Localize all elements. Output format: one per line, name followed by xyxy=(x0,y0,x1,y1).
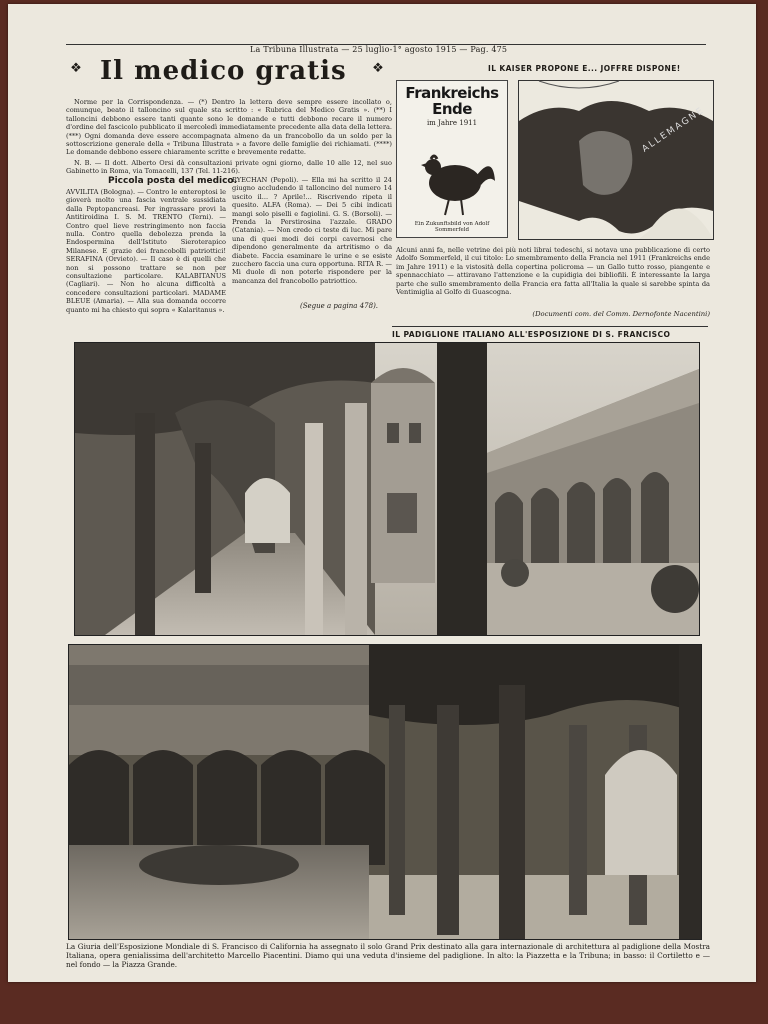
map-image xyxy=(518,80,714,240)
cover-title: Frankreichs Ende xyxy=(405,84,499,118)
section-subhead: Piccola posta del medico. xyxy=(108,176,238,186)
rules-paragraph: Norme per la Corrispondenza. — (*) Dentro la lettera deve sempre essere incollato o, comunque, beato il talloncino sul quale sta scritto : « Rubrica del Medico Gratis ». (**) I talloncini debbono essere tanti quante sono le domande e tutti debbono recare il numero d'ordine del fascicolo pubblicato il mercoledì immediatamente precedente alla data della lettera. (***) Ogni domanda deve essere accompagnata almeno da un francobollo da un soldo per la sottoscrizione generale della « Tribuna Illustrata » a favore delle famiglie dei richiamati. (****) Le domande debbono essere chiaramente scritte e brevemente redatte. xyxy=(66,98,392,157)
documents-credit: (Documenti com. del Comm. Dernofonte Nacentini) xyxy=(532,310,710,318)
nb-paragraph: N. B. — Il dott. Alberto Orsi dà consultazioni private ogni giorno, dalle 10 alle 12, nel suo Gabinetto in Roma, via Tomacelli, 137 (Tel. 11-216). xyxy=(66,158,392,176)
answers-column-right: RYECHAN (Pepoli). — Ella mi ha scritto il 24 giugno accludendo il talloncino del numero 14 uscito il... ? Aprile!... Riscrivendo ripeta il quesito. ALFA (Roma). — Dei 5 cibi indicati mangi solo piselli e fagiolini. G. S. (Borsoli). — Prenda la Perstirosina l'azzale. GRADO (Catania). — Non credo ci teste di luc. Mi pare una di quei modi dei corpi cavernosi che dipendono generalmente da artritismo o da diabete. Faccia esaminare le urine e se esiste zucchero faccia una cura opportuna. RITA R. — Mi duole di non poterle rispondere per la mancanza del francobollo patriottico. xyxy=(232,176,392,285)
pavilion-photo-top xyxy=(74,342,700,636)
section-rule xyxy=(392,326,708,327)
map-country-label: ALLEMAGNE xyxy=(640,105,707,155)
ornament-icon: ❖ xyxy=(372,61,384,76)
photo-section-title: IL PADIGLIONE ITALIANO ALL'ESPOSIZIONE DI S. FRANCISCO xyxy=(392,330,671,339)
europe-map-graphic xyxy=(519,81,713,239)
answers-column-left: AVVILITA (Bologna). — Contro le enteroptosi le gioverà molto una fascia ventrale sussidiata dalla Peptopancreasi. Per ingrassare provi la Antitiroidina I. S. M. TRENTO (Terni). — Contro quel lieve restringimento non faccia nulla. Contro quella debolezza prenda la Endospermina dell'Istituto Sieroterapico Milanese. E grazie dei francobolli patriottici! SERAFINA (Orvieto). — Il caso è di quelli che non si possono trattare se non per consultazione particolare. KALABITANUS (Cagliari). — Non ho alcuna difficoltà a concedere consultazioni particolari. MADAME BLEUE (Amaria). — Alla sua domanda occorre quanto mi ha chiesto qui sopra « Kalaritanus ». xyxy=(66,188,226,314)
book-cover-image xyxy=(396,80,508,238)
photo-caption: La Giuria dell'Esposizione Mondiale di S. Francisco di California ha assegnato il solo Grand Prix destinato alla gara internazionale di architettura al padiglione della Mostra Italiana, opera genialissima dell'architetto Marcello Piacentini. Diamo qui una veduta d'insieme del padiglione. In alto: la Piazzetta e la Tribuna; in basso: il Cortiletto e — nel fondo — la Piazza Grande. xyxy=(66,942,710,969)
running-head: La Tribuna Illustrata — 25 luglio-1° agosto 1915 — Pag. 475 xyxy=(250,45,508,54)
kaiser-article-text: Alcuni anni fa, nelle vetrine dei più noti librai tedeschi, si notava una pubblicazione di certo Adolfo Sommerfeld, il cui titolo: Lo smembramento della Francia nel 1911 (Frankreichs ende im Jahre 1911) e la vistosità della copertina policroma — un Gallo tutto rosso, piangente e spennacchiato — attiravano l'attenzione e la cupidigia dei bibliofili. È interessante la larga parte che sullo smembramento della Francia era fatta all'Italia la quale si sarebbe spinta da Ventimiglia al Golfo di Guascogna. xyxy=(396,246,710,297)
cover-author: Ein Zukunftsbild von Adolf Sommerfeld xyxy=(414,221,490,233)
ornament-icon: ❖ xyxy=(70,61,82,76)
title-block xyxy=(66,56,396,90)
continued-note: (Segue a pagina 478). xyxy=(300,302,379,310)
article-heading: IL KAISER PROPONE E... JOFFRE DISPONE! xyxy=(488,64,681,73)
rooster-icon xyxy=(397,143,507,223)
arcade-courtyard-picture xyxy=(75,343,699,635)
pavilion-photo-bottom xyxy=(68,644,702,940)
correspondence-rules xyxy=(66,98,392,176)
page-title: Il medico gratis xyxy=(100,56,347,86)
cover-year: im Jahre 1911 xyxy=(426,119,478,127)
cloister-picture xyxy=(69,645,701,939)
